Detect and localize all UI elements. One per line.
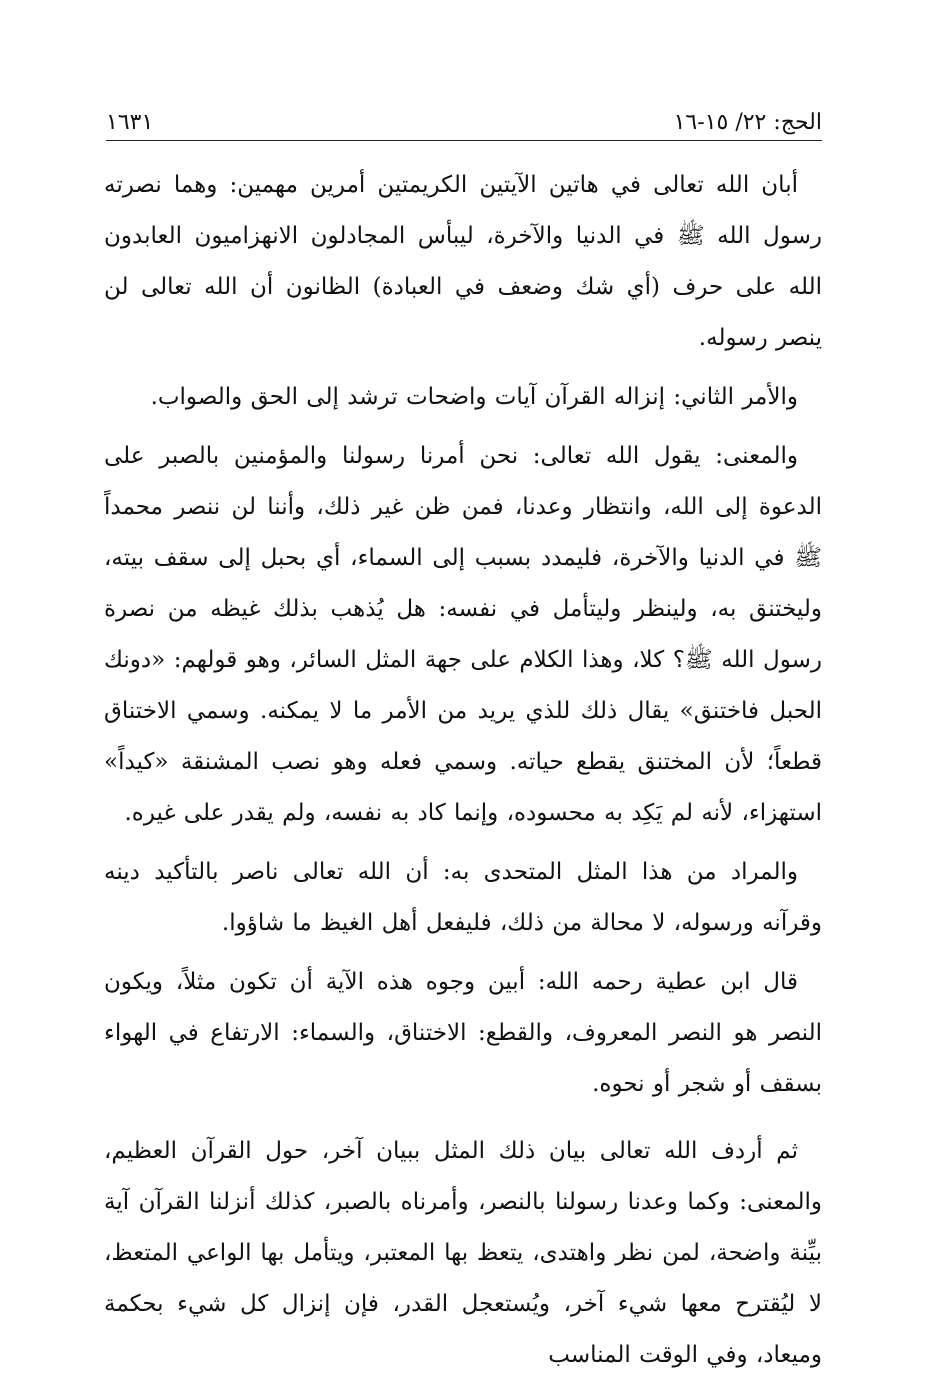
paragraph-second-matter: والأمر الثاني: إنزاله القرآن آيات واضحات ترشد إلى الحق والصواب. — [150, 384, 798, 410]
paragraph-intro: أبان الله تعالى في هاتين الآيتين الكريمتين أمرين مهمين: وهما نصرته رسول الله ﷺ في الدنيا والآخرة، ليبأس المجادلون الانهزاميون العابدون الله على حرف (أي شك وضعف في العبادة) الظانون أن الله تعالى لن ينصر رسوله. — [104, 172, 822, 351]
page-header — [106, 92, 822, 134]
surah-reference: الحج: ٢٢/ ١٥-١٦ — [673, 110, 822, 135]
paragraph-intended-meaning: والمراد من هذا المثل المتحدى به: أن الله تعالى ناصر بالتأكيد دينه وقرآنه ورسوله، لا محالة من ذلك، فليفعل أهل الغيظ ما شاؤوا. — [104, 859, 822, 936]
page-number: ١٦٣١ — [106, 110, 154, 135]
paragraph-meaning: والمعنى: يقول الله تعالى: نحن أمرنا رسولنا والمؤمنين بالصبر على الدعوة إلى الله، وانتظار وعدنا، فمن ظن غير ذلك، وأننا لن ننصر محمداً ﷺ في الدنيا والآخرة، فليمدد بسبب إلى السماء، أي بحبل إلى سقف بيته، وليختنق به، ولينظر وليتأمل في نفسه: هل يُذهب بذلك غيظه من نصرة رسول الله ﷺ؟ كلا، وهذا الكلام على جهة المثل السائر، وهو قولهم: «دونك الحبل فاختنق» يقال ذلك للذي يريد من الأمر ما لا يمكنه. وسمي الاختناق قطعاً؛ لأن المختنق يقطع حياته. وسمي فعله وهو نصب المشنقة «كيداً» استهزاء، لأنه لم يَكِد به محسوده، وإنما كاد به نفسه، ولم يقدر على غيره. — [104, 443, 822, 826]
paragraph-ibn-atiyya: قال ابن عطية رحمه الله: أبين وجوه هذه الآية أن تكون مثلاً، ويكون النصر هو النصر المعروف، والقطع: الاختناق، والسماء: الارتفاع في الهواء بسقف أو شجر أو نحوه. — [104, 969, 822, 1097]
header-divider — [106, 140, 822, 141]
paragraph-quran-explanation: ثم أردف الله تعالى بيان ذلك المثل ببيان آخر، حول القرآن العظيم، والمعنى: وكما وعدنا رسولنا بالنصر، وأمرناه بالصبر، كذلك أنزلنا القرآن آية بيِّنة واضحة، لمن نظر واهتدى، يتعظ بها المعتبر، ويتأمل بها الواعي المتعظ، لا ليُقترح معها شيء آخر، ويُستعجل القدر، فإن إنزال كل شيء بحكمة وميعاد، وفي الوقت المناسب — [104, 1138, 822, 1368]
page-body — [104, 160, 822, 1381]
